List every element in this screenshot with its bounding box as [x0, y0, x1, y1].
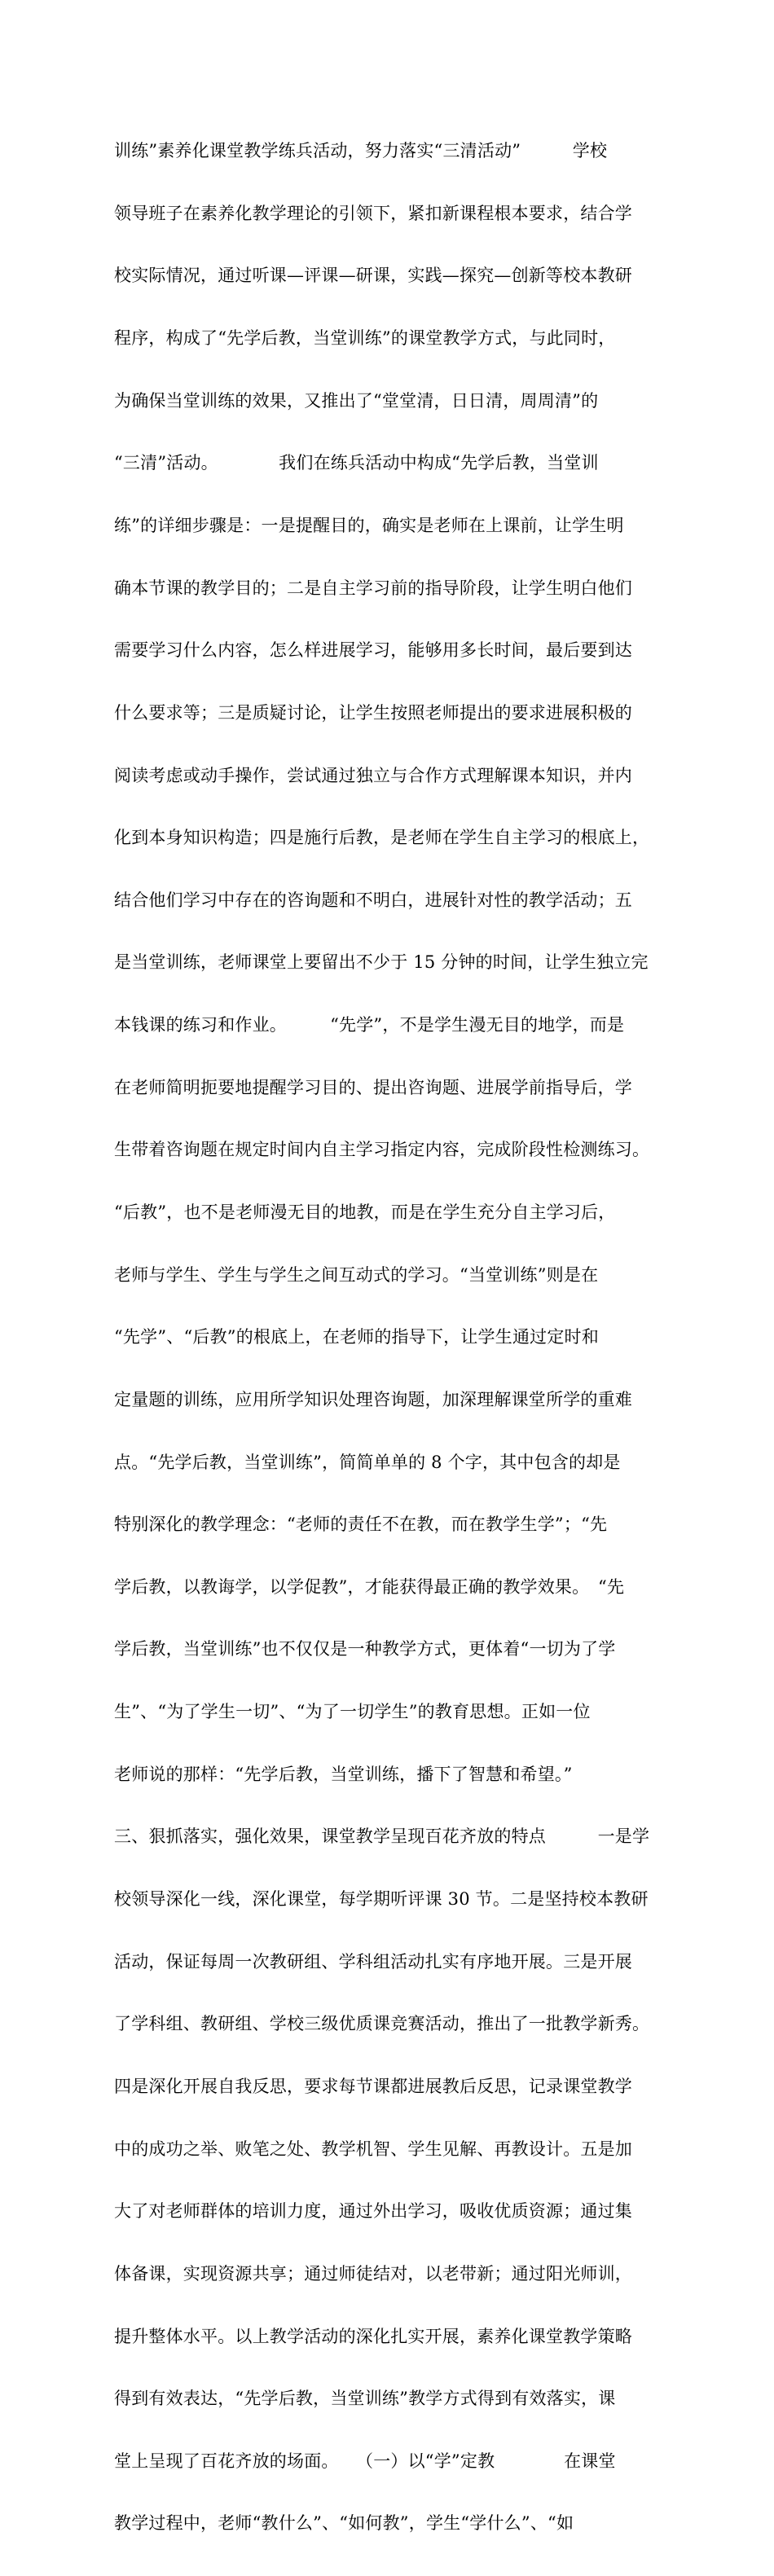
text-line: 练”的详细步骤是：一是提醒目的，确实是老师在上课前，让学生明 — [114, 515, 624, 535]
text-line: 确本节课的教学目的；二是自主学习前的指导阶段，让学生明白他们 — [114, 578, 632, 598]
text-line: 定量题的训练，应用所学知识处理咨询题，加深理解课堂所学的重难 — [114, 1389, 632, 1409]
text-line: 了学科组、教研组、学校三级优质课竞赛活动，推出了一批教学新秀。 — [114, 2014, 650, 2034]
text-line: 大了对老师群体的培训力度，通过外出学习，吸收优质资源；通过集 — [114, 2201, 632, 2222]
text-line: 在老师简明扼要地提醒学习目的、提出咨询题、进展学前指导后，学 — [114, 1077, 632, 1097]
text-line: 体备课，实现资源共享；通过师徒结对，以老带新；通过阳光师训， — [114, 2263, 632, 2284]
text-line: 老师说的那样：“先学后教，当堂训练，播下了智慧和希望。” — [114, 1764, 573, 1784]
text-line: 结合他们学习中存在的咨询题和不明白，进展针对性的教学活动；五 — [114, 890, 632, 910]
text-line: 特别深化的教学理念：“老师的责任不在教，而在教学生学”；“先 — [114, 1514, 608, 1535]
text-line: “后教”，也不是老师漫无目的地教，而是在学生充分自主学习后， — [114, 1202, 616, 1222]
body-text — [114, 99, 678, 2576]
text-line: 活动，保证每周一次教研组、学科组活动扎实有序地开展。三是开展 — [114, 1951, 632, 1972]
text-line: 阅读考虑或动手操作，尝试通过独立与合作方式理解课本知识，并内 — [114, 765, 632, 785]
text-line: 点。“先学后教，当堂训练”，简简单单的 8 个字，其中包含的却是 — [114, 1452, 621, 1472]
text-line: 为确保当堂训练的效果，又推出了“堂堂清，日日清，周周清”的 — [114, 390, 599, 411]
text-line: 什么要求等；三是质疑讨论，让学生按照老师提出的要求进展积极的 — [114, 702, 632, 723]
text-line: 提升整体水平。以上教学活动的深化扎实开展，素养化课堂教学策略 — [114, 2326, 632, 2346]
text-line: 程序，构成了“先学后教，当堂训练”的课堂教学方式，与此同时， — [114, 328, 616, 349]
text-line: 本钱课的练习和作业。 “先学”，不是学生漫无目的地学，而是 — [114, 1015, 625, 1035]
text-line: 生”、“为了学生一切”、“为了一切学生”的教育思想。正如一位 — [114, 1702, 591, 1722]
text-line: 需要学习什么内容，怎么样进展学习，能够用多长时间，最后要到达 — [114, 640, 632, 661]
text-line: 是当堂训练，老师课堂上要留出不少于 15 分钟的时间，让学生独立完 — [114, 952, 649, 973]
text-line: 得到有效表达，“先学后教，当堂训练”教学方式得到有效落实，课 — [114, 2389, 616, 2409]
text-line: 训练”素养化课堂教学练兵活动，努力落实“三清活动” 学校 — [114, 141, 608, 161]
text-line: 领导班子在素养化教学理论的引领下，紧扣新课程根本要求，结合学 — [114, 203, 632, 223]
text-line: 学后教，以教诲学，以学促教”，才能获得最正确的教学效果。 “先 — [114, 1576, 625, 1597]
text-line: 老师与学生、学生与学生之间互动式的学习。“当堂训练”则是在 — [114, 1264, 599, 1285]
text-line: 中的成功之举、败笔之处、教学机智、学生见解、再教设计。五是加 — [114, 2139, 632, 2159]
text-line: 化到本身知识构造；四是施行后教，是老师在学生自主学习的根底上， — [114, 828, 650, 848]
text-line: 教学过程中，老师“教什么”、“如何教”，学生“学什么”、“如 — [114, 2513, 574, 2534]
text-line: 堂上呈现了百花齐放的场面。 （一）以“学”定教 在课堂 — [114, 2451, 616, 2471]
text-line: 学后教，当堂训练”也不仅仅是一种教学方式，更体着“一切为了学 — [114, 1639, 616, 1659]
text-line: “三清”活动。 我们在练兵活动中构成“先学后教，当堂训 — [114, 453, 599, 473]
text-line: 校领导深化一线，深化课堂，每学期听评课 30 节。二是坚持校本教研 — [114, 1889, 649, 1910]
text-line: “先学”、“后教”的根底上，在老师的指导下，让学生通过定时和 — [114, 1327, 599, 1347]
text-line: 校实际情况，通过听课—评课—研课，实践—探究—创新等校本教研 — [114, 266, 632, 286]
text-line: 生带着咨询题在规定时间内自主学习指定内容，完成阶段性检测练习。 — [114, 1140, 650, 1160]
section-heading-line: 三、狠抓落实，强化效果，课堂教学呈现百花齐放的特点 一是学 — [114, 1826, 650, 1847]
text-line: 四是深化开展自我反思，要求每节课都进展教后反思，记录课堂教学 — [114, 2076, 632, 2096]
